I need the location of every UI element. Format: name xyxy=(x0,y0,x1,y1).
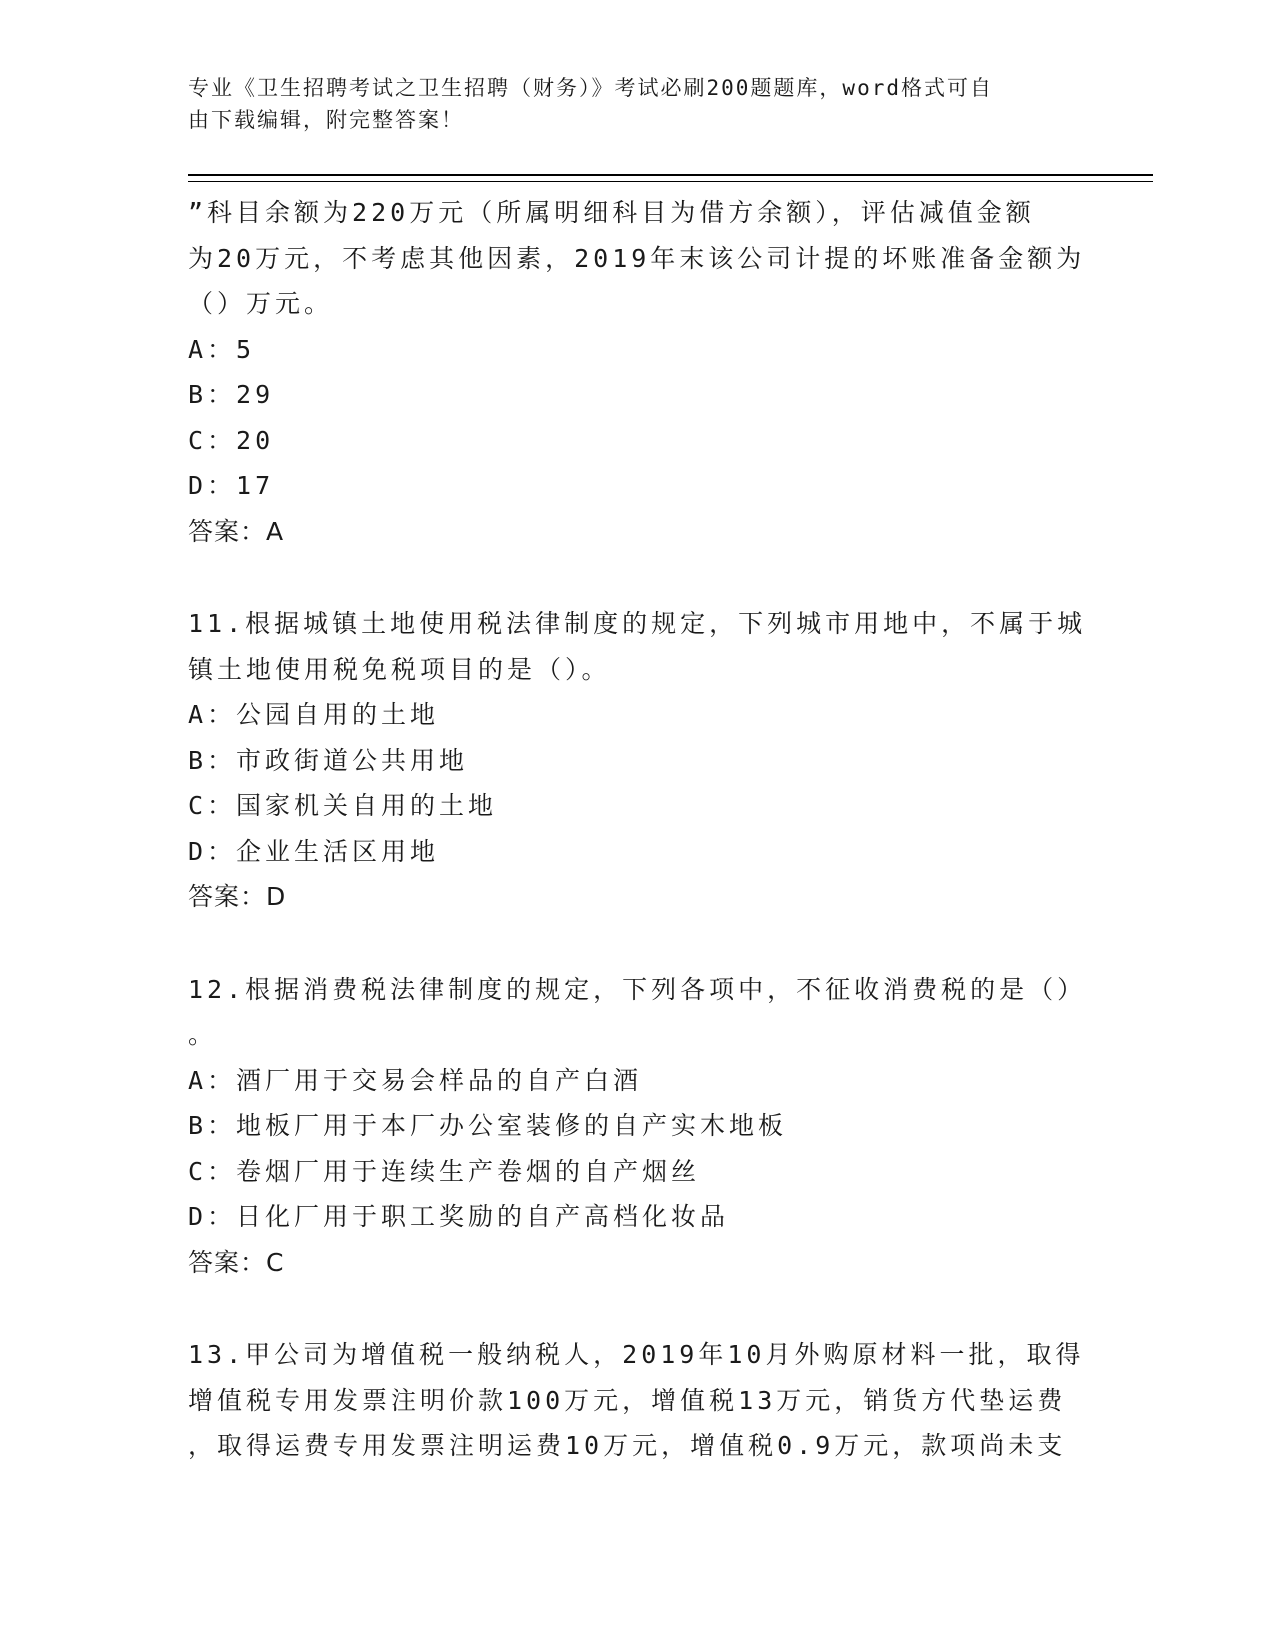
question-gap xyxy=(188,920,1088,967)
answer-line: 答案：C xyxy=(188,1247,285,1277)
question-stem-line: 为20万元，不考虑其他因素，2019年末该公司计提的坏账准备金额为 xyxy=(188,243,1086,273)
header-line-2: 由下载编辑，附完整答案！ xyxy=(188,108,464,132)
option-c: C：卷烟厂用于连续生产卷烟的自产烟丝 xyxy=(188,1156,701,1186)
option-d: D：企业生活区用地 xyxy=(188,836,440,866)
option-c: C：国家机关自用的土地 xyxy=(188,791,498,820)
answer-line: 答案：A xyxy=(188,516,285,546)
question-gap xyxy=(188,554,1088,601)
header-line-1: 专业《卫生招聘考试之卫生招聘（财务）》考试必刷200题题库，word格式可自 xyxy=(188,76,993,100)
question-12 xyxy=(188,967,1088,1286)
option-a: A：5 xyxy=(188,334,256,364)
question-stem-line: 。 xyxy=(188,1020,218,1049)
option-b: B：地板厂用于本厂办公室装修的自产实木地板 xyxy=(188,1111,788,1140)
question-stem-line: 镇土地使用税免税项目的是（）。 xyxy=(188,654,611,684)
question-13 xyxy=(188,1332,1088,1469)
question-stem-line: 12.根据消费税法律制度的规定，下列各项中，不征收消费税的是（） xyxy=(188,974,1087,1004)
question-stem-line: ”科目余额为220万元（所属明细科目为借方余额），评估减值金额 xyxy=(188,198,1035,227)
document-header xyxy=(188,72,1068,136)
question-stem-line: 11.根据城镇土地使用税法律制度的规定，下列城市用地中，不属于城 xyxy=(188,609,1087,638)
question-11 xyxy=(188,601,1088,920)
question-list xyxy=(188,190,1088,1469)
answer-line: 答案：D xyxy=(188,882,287,911)
option-a: A：酒厂用于交易会样品的自产白酒 xyxy=(188,1065,643,1095)
question-gap xyxy=(188,1285,1088,1332)
option-d: D：日化厂用于职工奖励的自产高档化妆品 xyxy=(188,1202,730,1231)
question-stem-line: ，取得运费专用发票注明运费10万元，增值税0.9万元，款项尚未支 xyxy=(188,1431,1067,1460)
option-a: A：公园自用的土地 xyxy=(188,700,440,729)
option-b: B：29 xyxy=(188,380,275,409)
header-rule-thin xyxy=(188,181,1153,182)
header-rule-thick xyxy=(188,174,1153,176)
question-stem-line: 增值税专用发票注明价款100万元，增值税13万元，销货方代垫运费 xyxy=(188,1385,1067,1415)
question-stem-line: 13.甲公司为增值税一般纳税人，2019年10月外购原材料一批，取得 xyxy=(188,1340,1085,1369)
option-b: B：市政街道公共用地 xyxy=(188,745,469,775)
question-stem-line: （）万元。 xyxy=(188,289,334,318)
option-d: D：17 xyxy=(188,471,275,500)
question-10 xyxy=(188,190,1088,554)
option-c: C：20 xyxy=(188,425,275,455)
